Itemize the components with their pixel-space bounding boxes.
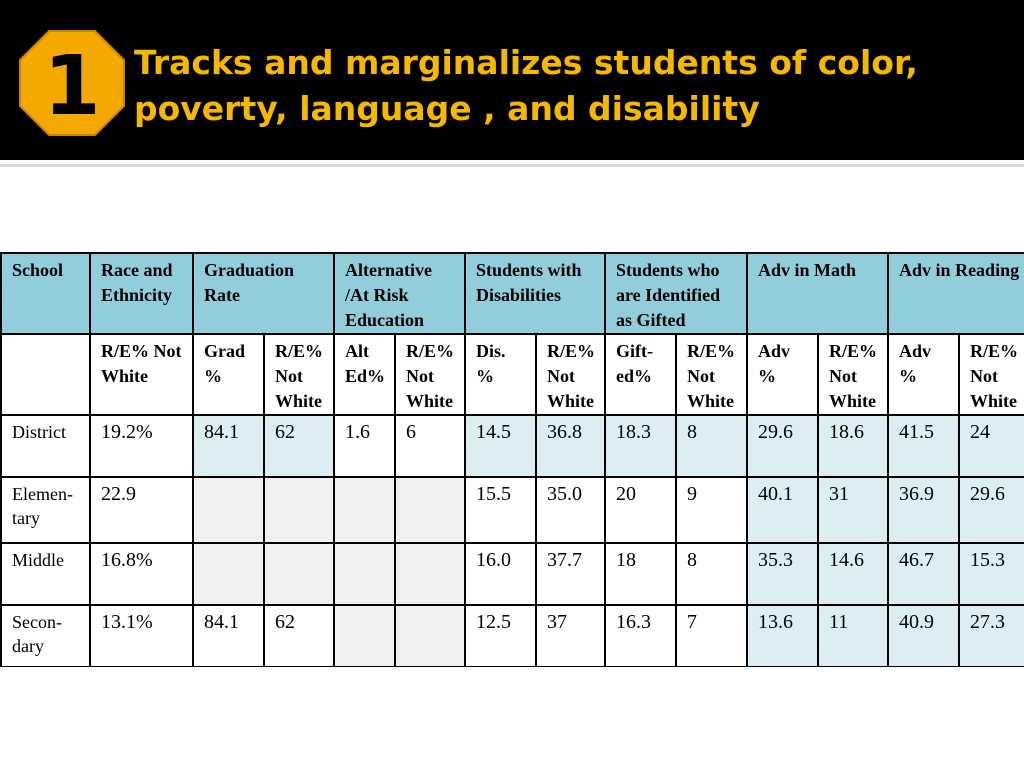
table-row-district: [1, 415, 1024, 477]
cell-reading: 40.9: [888, 605, 959, 667]
cell-math-re: 14.6: [818, 543, 888, 605]
cell-grad-re: [264, 477, 334, 543]
data-table-container: [0, 252, 1024, 667]
cell-school: District: [1, 415, 90, 477]
school-data-table: [0, 252, 1024, 667]
cell-grad: 84.1: [193, 415, 264, 477]
cell-school: Middle: [1, 543, 90, 605]
cell-math-re: 31: [818, 477, 888, 543]
group-header-row: [1, 253, 1024, 334]
header-school: School: [1, 253, 90, 334]
table-row-secondary: [1, 605, 1024, 667]
header-adv-reading: Adv in Reading: [888, 253, 1024, 334]
cell-alt: [334, 543, 395, 605]
cell-alt: 1.6: [334, 415, 395, 477]
cell-dis-re: 37: [536, 605, 605, 667]
cell-gifted-re: 8: [676, 415, 747, 477]
cell-dis-re: 35.0: [536, 477, 605, 543]
cell-reading: 41.5: [888, 415, 959, 477]
cell-dis-re: 37.7: [536, 543, 605, 605]
cell-alt-re: [395, 543, 465, 605]
header-adv-math: Adv in Math: [747, 253, 888, 334]
cell-race: 13.1%: [90, 605, 193, 667]
cell-grad: [193, 477, 264, 543]
slide-header: [0, 0, 1024, 160]
cell-dis: 15.5: [465, 477, 536, 543]
header-alternative-education: Alternative /At Risk Education: [334, 253, 465, 334]
cell-grad-re: 62: [264, 605, 334, 667]
cell-race: 22.9: [90, 477, 193, 543]
cell-gifted-re: 9: [676, 477, 747, 543]
header-divider: [0, 164, 1024, 167]
cell-school: Elemen- tary: [1, 477, 90, 543]
subheader-grad: Grad %: [193, 334, 264, 415]
cell-math-re: 18.6: [818, 415, 888, 477]
cell-reading-re: 29.6: [959, 477, 1024, 543]
cell-school: Secon- dary: [1, 605, 90, 667]
cell-alt-re: [395, 477, 465, 543]
cell-reading-re: 24: [959, 415, 1024, 477]
cell-grad-re: [264, 543, 334, 605]
cell-gifted-re: 7: [676, 605, 747, 667]
subheader-alt: Alt Ed%: [334, 334, 395, 415]
slide-title: [134, 40, 994, 132]
cell-grad: [193, 543, 264, 605]
sub-header-row: [1, 334, 1024, 415]
cell-race: 19.2%: [90, 415, 193, 477]
cell-reading-re: 27.3: [959, 605, 1024, 667]
slide-title-line-1: Tracks and marginalizes students of color,: [134, 43, 918, 82]
cell-grad: 84.1: [193, 605, 264, 667]
header-graduation-rate: Graduation Rate: [193, 253, 334, 334]
cell-gifted-re: 8: [676, 543, 747, 605]
cell-reading: 36.9: [888, 477, 959, 543]
subheader-race: R/E% Not White: [90, 334, 193, 415]
cell-math: 13.6: [747, 605, 818, 667]
table-row-elementary: [1, 477, 1024, 543]
header-race-ethnicity: Race and Ethnicity: [90, 253, 193, 334]
subheader-grad-re: R/E% Not White: [264, 334, 334, 415]
cell-alt: [334, 605, 395, 667]
subheader-school-empty: [1, 334, 90, 415]
subheader-dis-re: R/E% Not White: [536, 334, 605, 415]
header-students-with-disabilities: Students with Disabilities: [465, 253, 605, 334]
subheader-math: Adv %: [747, 334, 818, 415]
cell-dis: 14.5: [465, 415, 536, 477]
cell-dis: 12.5: [465, 605, 536, 667]
subheader-reading: Adv %: [888, 334, 959, 415]
cell-grad-re: 62: [264, 415, 334, 477]
cell-race: 16.8%: [90, 543, 193, 605]
number-one-badge-icon: [17, 28, 127, 138]
subheader-math-re: R/E% Not White: [818, 334, 888, 415]
subheader-gifted: Gift- ed%: [605, 334, 676, 415]
header-gifted: Students who are Identified as Gifted: [605, 253, 747, 334]
subheader-dis: Dis. %: [465, 334, 536, 415]
cell-alt-re: [395, 605, 465, 667]
subheader-gifted-re: R/E% Not White: [676, 334, 747, 415]
cell-dis: 16.0: [465, 543, 536, 605]
cell-gifted: 16.3: [605, 605, 676, 667]
cell-gifted: 18.3: [605, 415, 676, 477]
cell-reading-re: 15.3: [959, 543, 1024, 605]
cell-gifted: 20: [605, 477, 676, 543]
cell-math: 35.3: [747, 543, 818, 605]
cell-dis-re: 36.8: [536, 415, 605, 477]
cell-math: 29.6: [747, 415, 818, 477]
octagon-badge-icon: [17, 28, 127, 138]
cell-reading: 46.7: [888, 543, 959, 605]
subheader-reading-re: R/E% Not White: [959, 334, 1024, 415]
subheader-alt-re: R/E% Not White: [395, 334, 465, 415]
table-row-middle: [1, 543, 1024, 605]
cell-alt: [334, 477, 395, 543]
slide-title-line-2: poverty, language , and disability: [134, 89, 760, 128]
cell-gifted: 18: [605, 543, 676, 605]
badge-number: 1: [43, 39, 101, 134]
cell-alt-re: 6: [395, 415, 465, 477]
cell-math-re: 11: [818, 605, 888, 667]
cell-math: 40.1: [747, 477, 818, 543]
